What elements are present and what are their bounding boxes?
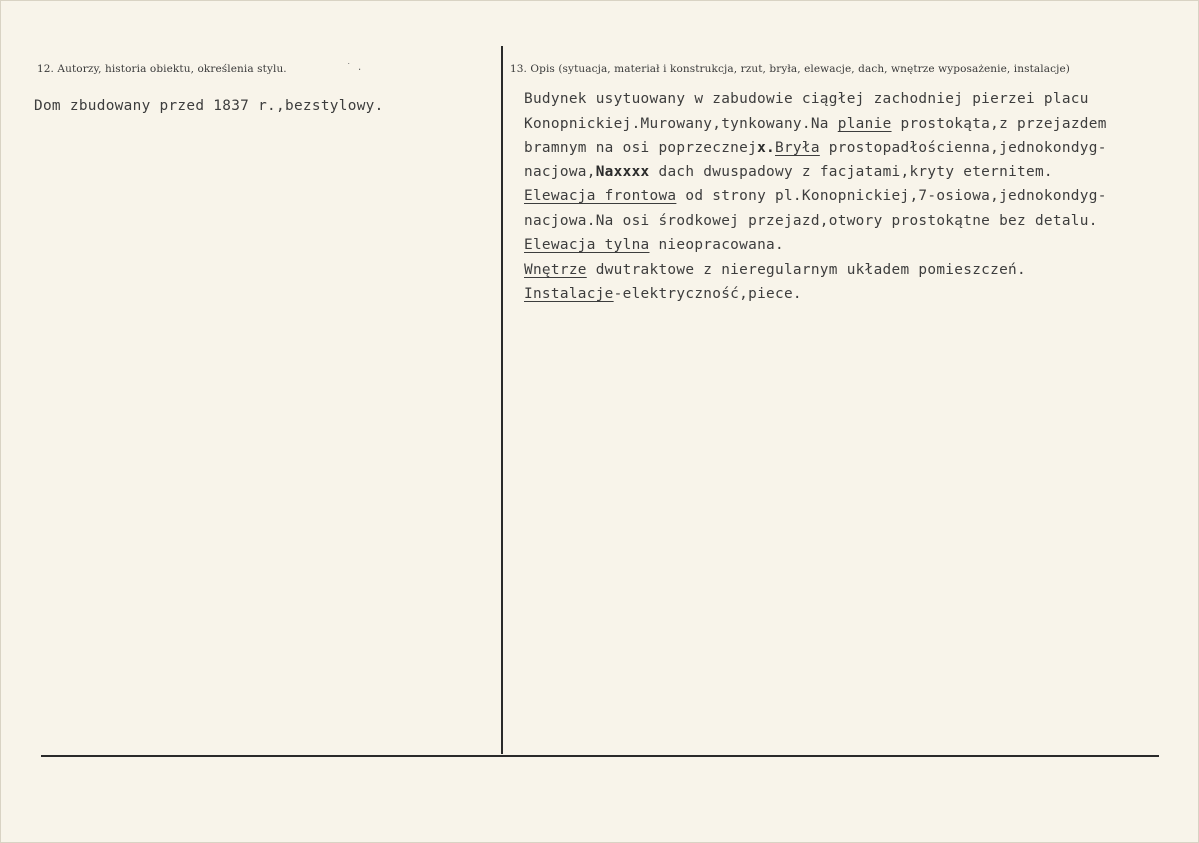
description-line-6: nacjowa.Na osi środkowej przejazd,otwory prostokątne bez detalu. bbox=[524, 213, 1098, 229]
typed-strikeout: x. bbox=[757, 140, 775, 156]
section-12-heading: 12. Autorzy, historia obiektu, określenia stylu. bbox=[37, 63, 287, 75]
description-line-1: Budynek usytuowany w zabudowie ciągłej zachodniej pierzei placu bbox=[524, 91, 1089, 107]
description-line-3: bramnym na osi poprzecznejx.Bryła prostopadłościenna,jednokondyg- bbox=[524, 140, 1107, 156]
description-line-8: Wnętrze dwutraktowe z nieregularnym układem pomieszczeń. bbox=[524, 262, 1026, 278]
typed-strikeout: Naxxxx bbox=[595, 164, 650, 180]
horizontal-divider bbox=[41, 755, 1159, 757]
underlined-term-wnetrze: Wnętrze bbox=[524, 262, 587, 278]
section-12-text: Dom zbudowany przed 1837 r.,bezstylowy. bbox=[34, 98, 384, 114]
underlined-term-elewacja-frontowa: Elewacja frontowa bbox=[524, 188, 677, 204]
description-line-9: Instalacje-elektryczność,piece. bbox=[524, 286, 802, 302]
underlined-term-instalacje: Instalacje bbox=[524, 286, 614, 302]
underlined-term-bryla: Bryła bbox=[775, 140, 820, 156]
section-13-heading: 13. Opis (sytuacja, materiał i konstrukcja, rzut, bryła, elewacje, dach, wnętrze wyposażenie, instalacje) bbox=[510, 63, 1070, 75]
description-line-2: Konopnickiej.Murowany,tynkowany.Na planie prostokąta,z przejazdem bbox=[524, 116, 1107, 132]
underlined-term-planie: planie bbox=[837, 116, 892, 132]
description-line-4: nacjowa,Naxxxx dach dwuspadowy z facjatami,kryty eternitem. bbox=[524, 164, 1053, 180]
stray-marks: ˙ . bbox=[346, 63, 363, 73]
description-line-7: Elewacja tylna nieopracowana. bbox=[524, 237, 784, 253]
description-line-5: Elewacja frontowa od strony pl.Konopnickiej,7-osiowa,jednokondyg- bbox=[524, 188, 1107, 204]
underlined-term-elewacja-tylna: Elewacja tylna bbox=[524, 237, 650, 253]
vertical-divider bbox=[501, 46, 503, 754]
